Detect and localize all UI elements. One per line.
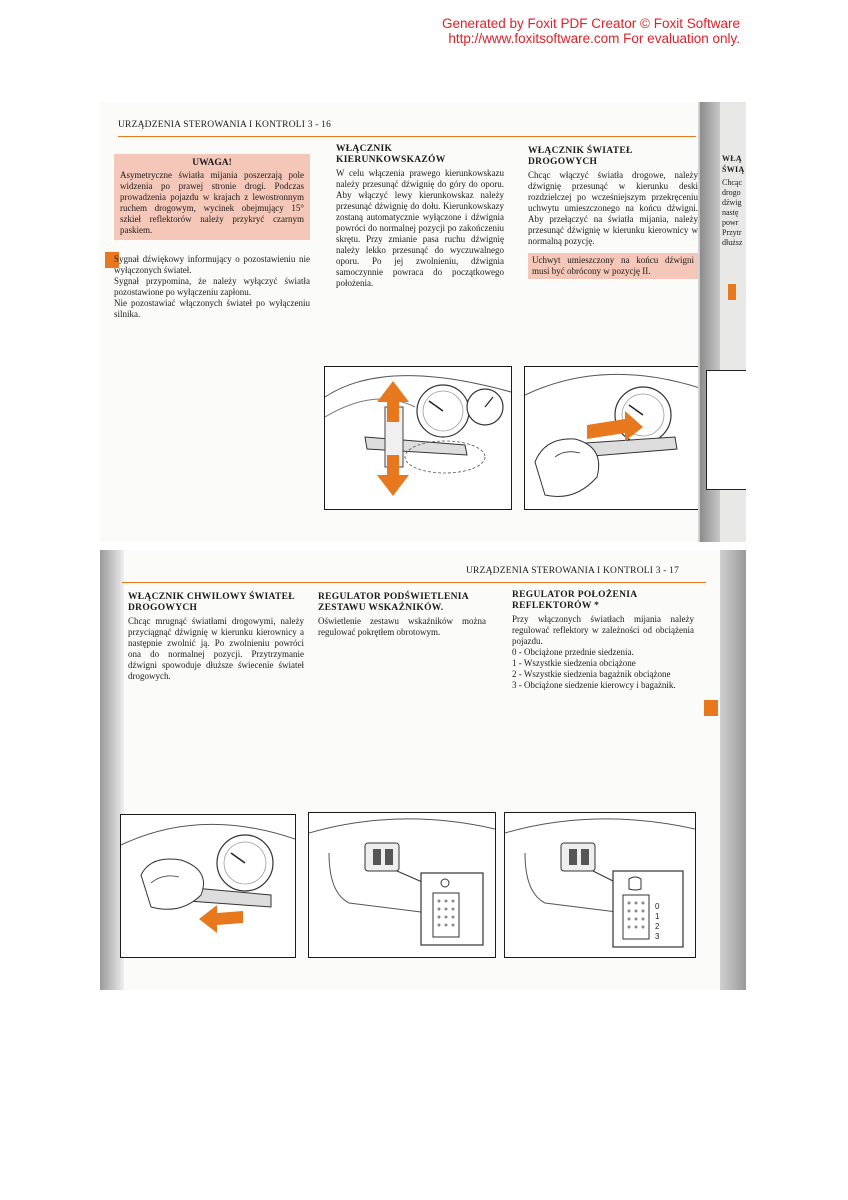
high-beam-text: Chcąc włączyć światła drogowe, należy dźwignię przesunąć w kierunku deski rozdzielczej po wcześniejszym przekręceniu uchwytu umieszczonego na końcu dźwigni. Aby przełączyć na światła mijania, należy przesunąć dźwignię w kierunku kierownicy w normalną pozycję. <box>528 170 698 246</box>
level-item: 0 - Obciążone przednie siedzenia. <box>512 647 634 657</box>
scale-digit-0: 0 <box>655 902 660 911</box>
evaluation-watermark <box>380 16 740 46</box>
watermark-line-2: http://www.foxitsoftware.com For evaluation only. <box>448 31 740 46</box>
horn-text-1: Sygnał dźwiękowy informujący o pozostawieniu nie wyłączonych świateł. <box>114 254 310 275</box>
flash-illustration <box>121 815 295 957</box>
dimmer-text: Oświetlenie zestawu wskaźników można regulować pokrętłem obrotowym. <box>318 616 486 637</box>
level-item: 2 - Wszystkie siedzenia bagażnik obciążone <box>512 669 671 679</box>
column-left <box>114 154 310 320</box>
scale-digit-1: 1 <box>655 912 660 921</box>
header-rule <box>122 582 706 583</box>
page-header: URZĄDZENIA STEROWANIA I KONTROLI 3 - 17 <box>466 566 680 576</box>
page-header: URZĄDZENIA STEROWANIA I KONTROLI 3 - 16 <box>118 120 332 130</box>
adjacent-page-edge <box>720 550 746 990</box>
high-beam-illustration <box>525 367 703 509</box>
level-title: REGULATOR POŁOŻENIA REFLEKTORÓW * <box>512 590 637 611</box>
watermark-line-1: Generated by Foxit PDF Creator © Foxit Software <box>441 16 740 31</box>
adjacent-page-fragment <box>700 102 746 542</box>
fragment-body: Chcąc drogo dźwig nastę powr Przytr dłuższ <box>722 178 743 247</box>
manual-page-3-16 <box>100 102 720 542</box>
column-headlight-level <box>512 590 694 691</box>
flash-figure <box>120 814 296 958</box>
high-beam-figure <box>524 366 704 510</box>
high-beam-note: Uchwyt umieszczony na końcu dźwigni musi być obrócony w pozycję II. <box>528 253 698 279</box>
turn-signal-text: W celu włączenia prawego kierunkowskazu należy przesunąć dźwignię do góry do oporu. Aby włączyć lewy kierunkowskaz należy przesunąć dźwignię do dołu. Kierunkowskazy zostaną automatycznie wyłączone i dźwignia powróci do normalnej pozycji po zakończeniu skrętu. Przy zmianie pasa ruchu dźwignię należy lekko przesunąć do wyczuwalnego oporu. Po jej zwolnieniu, dźwignia samoczynnie powraca do początkowego położenia. <box>336 168 504 288</box>
scale-digit-3: 3 <box>655 932 660 941</box>
dimmer-figure <box>308 812 496 958</box>
fragment-text <box>722 154 746 248</box>
section-tab-marker <box>704 700 718 716</box>
fragment-tab-marker <box>728 284 736 300</box>
flash-title: WŁĄCZNIK CHWILOWY ŚWIATEŁ DROGOWYCH <box>128 592 295 613</box>
high-beam-title: WŁĄCZNIK ŚWIATEŁ DROGOWYCH <box>528 146 633 167</box>
horn-text-3: Nie pozostawiać włączonych świateł po wyłączeniu silnika. <box>114 298 310 319</box>
dimmer-title: REGULATOR PODŚWIETLENIA ZESTAWU WSKAŹNIKÓW. <box>318 592 469 613</box>
warning-text: Asymetryczne światła mijania poszerzają pole widzenia po prawej stronie drogi. Podczas prowadzenia pojazdu w krajach z lewostronnym ruchem drogowym, wycinek obejmujący 15° szkieł reflektorów należy przykryć czarnym paskiem. <box>120 170 304 235</box>
warning-title: UWAGA! <box>192 158 232 168</box>
horn-text-2: Sygnał przypomina, że należy wyłączyć światła pozostawione po wyłączeniu zapłonu. <box>114 276 310 297</box>
flash-text: Chcąc mrugnąć światłami drogowymi, należy przyciągnąć dźwignię w kierunku kierownicy a następnie zwolnić ją. Po zwolnieniu powróci ona do normalnej pozycji. Przytrzymanie dźwigni spowoduje dłuższe świecenie świateł drogowych. <box>128 616 304 681</box>
scale-digit-2: 2 <box>655 922 660 931</box>
column-high-beam <box>528 146 698 279</box>
fragment-title: WŁĄ ŚWIĄ <box>722 154 745 174</box>
level-item: 1 - Wszystkie siedzenia obciążone <box>512 658 636 668</box>
headlight-level-figure <box>504 812 696 958</box>
turn-signal-illustration <box>325 367 511 509</box>
warning-box <box>114 154 310 240</box>
fragment-figure <box>706 370 746 490</box>
turn-signal-title: WŁĄCZNIK KIERUNKOWSKAZÓW <box>336 144 446 165</box>
column-turn-signal <box>336 144 504 289</box>
level-list <box>512 647 694 691</box>
header-rule <box>118 136 696 137</box>
headlight-level-illustration <box>505 813 695 957</box>
manual-page-3-17 <box>100 550 720 990</box>
column-flash <box>128 592 304 682</box>
level-item: 3 - Obciążone siedzenie kierowcy i bagażnik. <box>512 680 676 690</box>
level-text: Przy włączonych światłach mijania należy regulować reflektory w zależności od obciążenia pojazdu. <box>512 614 694 646</box>
column-dimmer <box>318 592 486 638</box>
dimmer-illustration <box>309 813 495 957</box>
turn-signal-figure <box>324 366 512 510</box>
